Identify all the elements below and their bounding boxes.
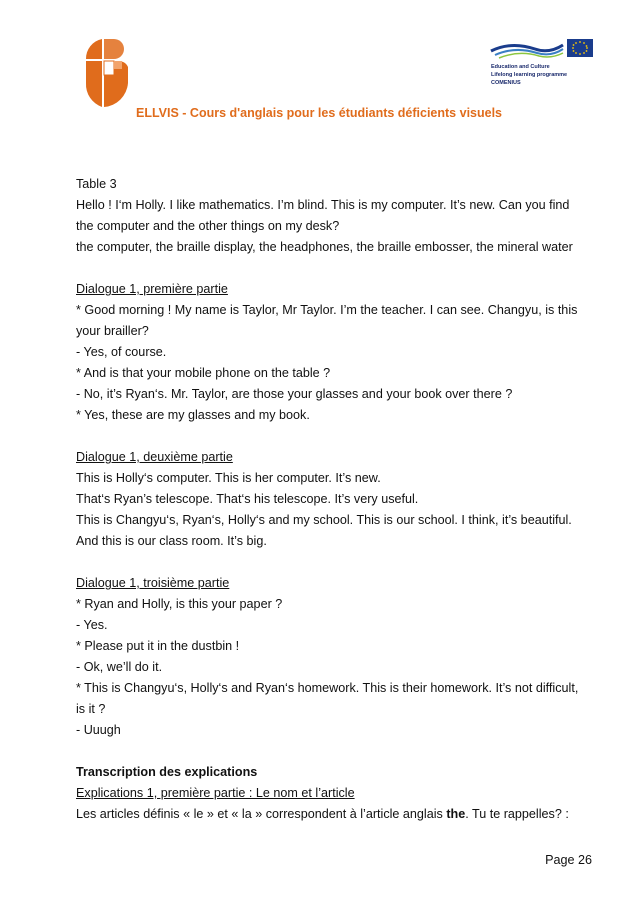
ellvis-logo (84, 37, 130, 109)
transcription-heading: Transcription des explications (76, 765, 258, 779)
explications-text-before: Les articles définis « le » et « la » correspondent à l’article anglais (76, 807, 447, 821)
header-title: ELLVIS - Cours d'anglais pour les étudiants déficients visuels (135, 106, 502, 120)
dialogue1-part1-heading: Dialogue 1, première partie (76, 282, 228, 296)
dialogue-line: - Uuugh (76, 723, 121, 737)
article-the: the (446, 807, 466, 821)
dialogue-line: is it ? (76, 702, 106, 716)
dialogue-line: And this is our class room. It’s big. (76, 534, 267, 548)
table3-heading: Table 3 (76, 177, 117, 191)
dialogue-line: This is Changyu‘s, Ryan‘s, Holly‘s and my school. This is our school. I think, it’s beautiful. (76, 513, 572, 527)
dialogue-line: * Ryan and Holly, is this your paper ? (76, 597, 283, 611)
dialogue-line: This is Holly‘s computer. This is her computer. It’s new. (76, 471, 381, 485)
dialogue-line: * Yes, these are my glasses and my book. (76, 408, 310, 422)
table3-line: Hello ! I‘m Holly. I like mathematics. I’m blind. This is my computer. It’s new. Can you find (76, 198, 570, 212)
dialogue1-part3-heading: Dialogue 1, troisième partie (76, 576, 230, 590)
table3-line: the computer and the other things on my desk? (76, 219, 340, 233)
eu-logo-line-3: COMENIUS (491, 80, 521, 86)
dialogue-line: * Good morning ! My name is Taylor, Mr Taylor. I’m the teacher. I can see. Changyu, is this (76, 303, 578, 317)
dialogue-line: That‘s Ryan’s telescope. That‘s his telescope. It’s very useful. (76, 492, 419, 506)
dialogue-line: - Yes. (76, 618, 108, 632)
eu-logo-line-2: Lifelong learning programme (491, 72, 568, 78)
dialogue-line: - Ok, we’ll do it. (76, 660, 163, 674)
dialogue-line: - Yes, of course. (76, 345, 167, 359)
document-body (76, 174, 606, 825)
dialogue-line: * This is Changyu‘s, Holly‘s and Ryan‘s homework. This is their homework. It’s not difficult, (76, 681, 579, 695)
page-number: Page 26 (545, 853, 592, 867)
eu-logo-line-1: Education and Culture (491, 64, 550, 70)
dialogue1-part2-heading: Dialogue 1, deuxième partie (76, 450, 233, 464)
dialogue-line: * Please put it in the dustbin ! (76, 639, 240, 653)
table3-line: the computer, the braille display, the headphones, the braille embosser, the mineral water (76, 240, 573, 254)
explications-line (76, 804, 606, 825)
explications-text-after: . Tu te rappelles? : (465, 807, 569, 821)
dialogue-line: * And is that your mobile phone on the table ? (76, 366, 331, 380)
explications-subheading: Explications 1, première partie : Le nom et l’article (76, 786, 355, 800)
eu-lifelong-learning-logo (489, 37, 595, 89)
dialogue-line: - No, it’s Ryan‘s. Mr. Taylor, are those your glasses and your book over there ? (76, 387, 513, 401)
dialogue-line: your brailler? (76, 324, 149, 338)
